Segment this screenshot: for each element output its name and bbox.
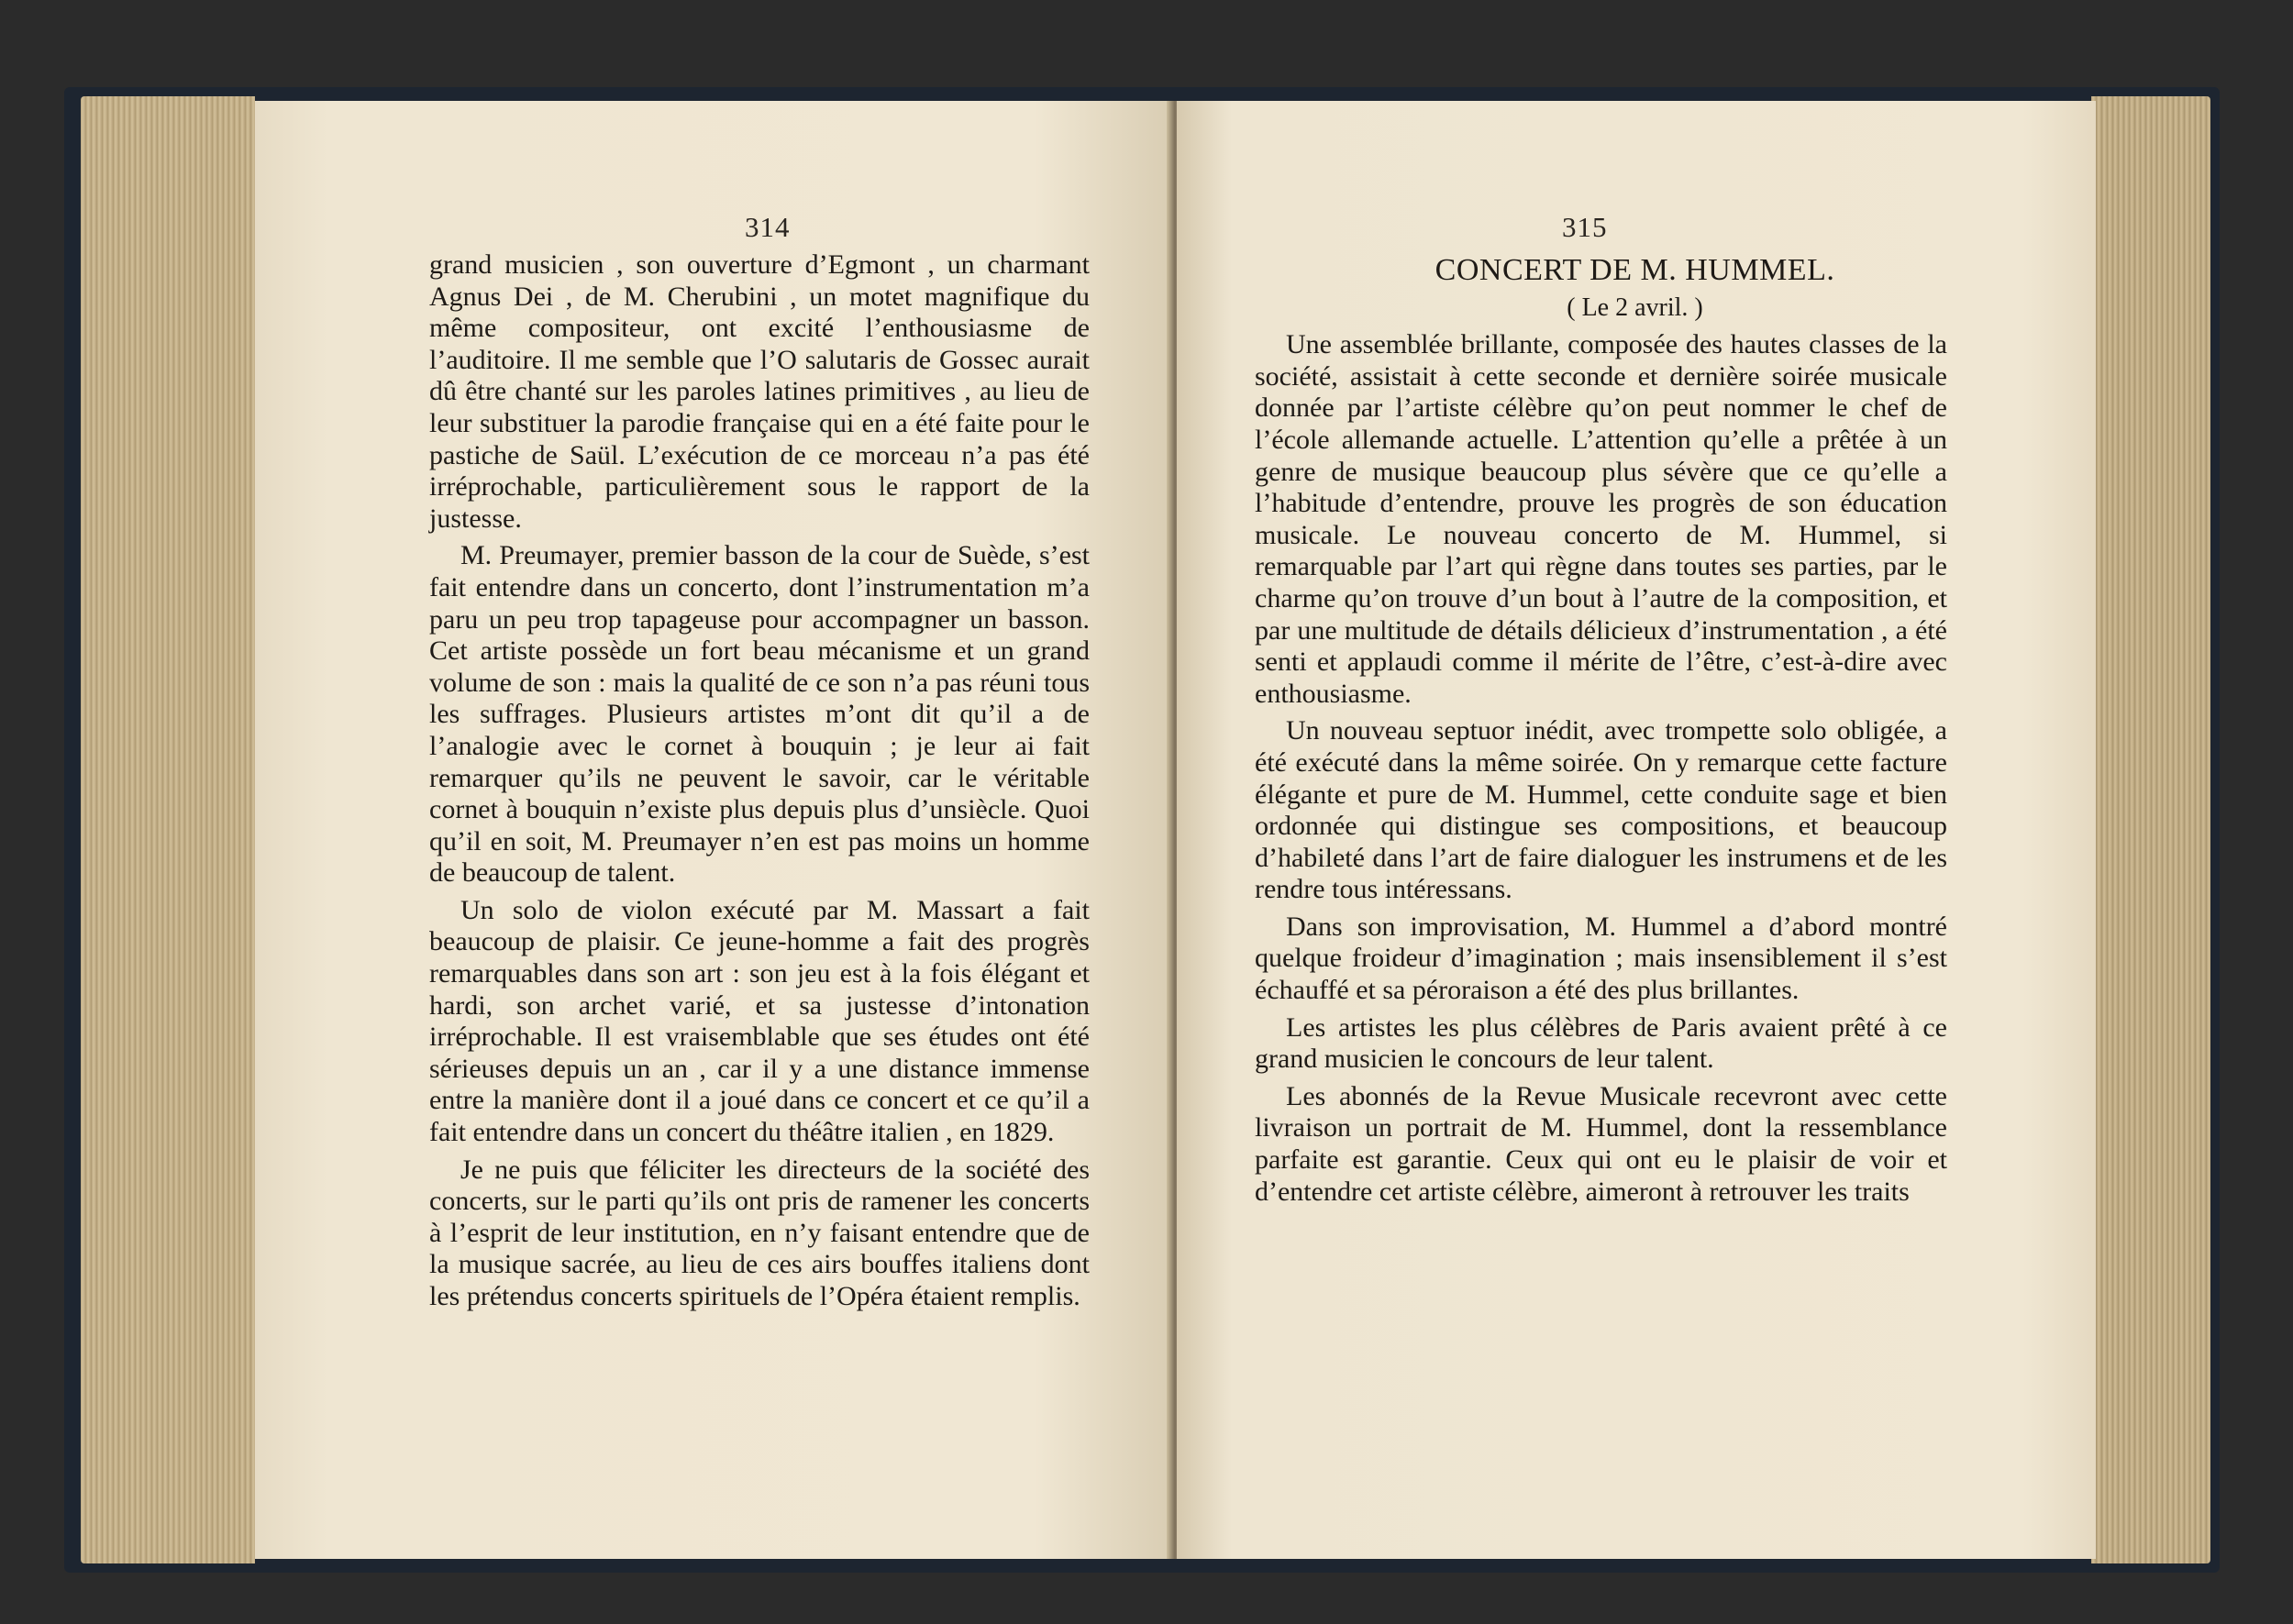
paragraph: M. Preumayer, premier basson de la cour de Suède, s’est fait entendre dans un concerto, dont l’instrumentation m’a paru un peu trop tapageuse pour accompagner un basson. Cet artiste possède un fort beau mécanisme et un grand volume de son : mais la qualité de ce son n’a pas réuni tous les suffrages. Plusieurs artistes m’ont dit qu’il a de l’analogie avec le cornet à bouquin ; je leur ai fait remarquer qu’ils ne peuvent le savoir, car le véritable cornet à bouquin n’existe plus depuis plus d’unsiècle. Quoi qu’il en soit, M. Preumayer n’en est pas moins un homme de beaucoup de talent. (429, 540, 1090, 889)
paragraph: Dans son improvisation, M. Hummel a d’abord montré quelque froideur d’imagination ; mais insensiblement il s’est échauffé et sa péroraison a été des plus brillantes. (1255, 911, 1947, 1006)
page-edges-left (81, 96, 255, 1563)
paragraph: Je ne puis que féliciter les directeurs de la société des concerts, sur le parti qu’ils ont pris de ramener les concerts à l’esprit de leur institution, en n’y faisant entendre que de la musique sacrée, au lieu de ces airs bouffes italiens dont les prétendus concerts spirituels de l’Opéra étaient remplis. (429, 1154, 1090, 1311)
page-number-left: 314 (745, 211, 791, 243)
paragraph: Les artistes les plus célèbres de Paris avaient prêté à ce grand musicien le concours de leur talent. (1255, 1011, 1947, 1075)
page-edges-right (2091, 96, 2210, 1563)
paragraph: Une assemblée brillante, composée des hautes classes de la société, assistait à cette seconde et dernière soirée musicale donnée par l’artiste célèbre qu’on peut nommer le chef de l’école allemande actuelle. L’attention qu’elle a prêtée à un genre de musique beaucoup plus sévère que ce qu’elle a l’habitude d’entendre, prouve les progrès de son éducation musicale. Le nouveau concerto de M. Hummel, si remarquable par l’art qui règne dans toutes ses parties, par le charme qu’on trouve d’un bout à l’autre de la composition, et par une multitude de détails délicieux d’instrumentation , a été senti et applaudi comme il mérite de l’être, c’est-à-dire avec enthousiasme. (1255, 329, 1947, 709)
page-number-right: 315 (1562, 211, 1608, 243)
right-page (1177, 101, 2096, 1559)
article-date: ( Le 2 avril. ) (1567, 293, 1703, 322)
article-heading: CONCERT DE M. HUMMEL. (1435, 253, 1835, 287)
left-page (255, 101, 1172, 1559)
paragraph: Un solo de violon exécuté par M. Massart a fait beaucoup de plaisir. Ce jeune-homme a fait des progrès remarquables dans son art : son jeu est à la fois élégant et hardi, son archet varié, et sa justesse d’intonation irréprochable. Il est vraisemblable que ses études ont été sérieuses depuis un an , car il y a une distance immense entre la manière dont il a joué dans ce concert et ce qu’il a fait entendre dans un concert du théâtre italien , en 1829. (429, 894, 1090, 1148)
paragraph: grand musicien , son ouverture d’Egmont , un charmant Agnus Dei , de M. Cherubini , un motet magnifique du même compositeur, ont excité l’enthousiasme de l’auditoire. Il me semble que l’O salutaris de Gossec aurait dû être chanté sur les paroles latines primitives , au lieu de leur substituer la parodie française qui en a été faite pour le pastiche de Saül. L’exécution de ce morceau n’a pas été irréprochable, particulièrement sous le rapport de la justesse. (429, 249, 1090, 534)
paragraph: Un nouveau septuor inédit, avec trompette solo obligée, a été exécuté dans la même soirée. On y remarque cette facture élégante et pure de M. Hummel, cette conduite sage et bien ordonnée qui distingue ses compositions, et beaucoup d’habileté dans l’art de faire dialoguer les instrumens et de les rendre tous intéressans. (1255, 715, 1947, 905)
left-page-body (429, 249, 1090, 1313)
right-page-body (1255, 255, 1947, 1208)
paragraph: Les abonnés de la Revue Musicale recevront avec cette livraison un portrait de M. Hummel, dont la ressemblance parfaite est garantie. Ceux qui ont eu le plaisir de voir et d’entendre cet artiste célèbre, aimeront à retrouver les traits (1255, 1080, 1947, 1207)
